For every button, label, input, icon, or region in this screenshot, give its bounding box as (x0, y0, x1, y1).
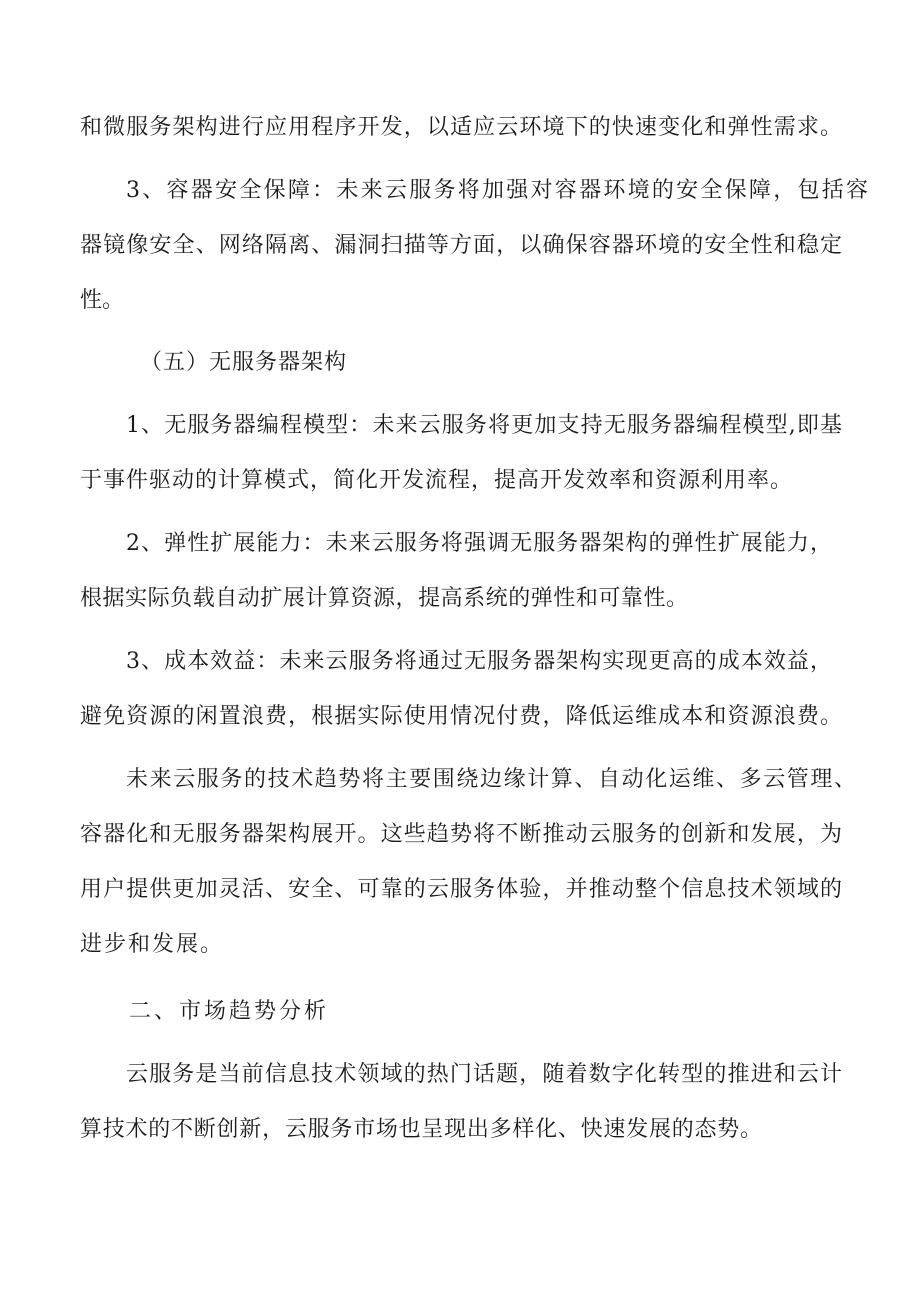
paragraph-line: 器镜像安全、网络隔离、漏洞扫描等方面，以确保容器环境的安全性和稳定 (80, 233, 842, 258)
section-heading: 二、市场趋势分析 (129, 999, 330, 1024)
paragraph-line: 云服务是当前信息技术领域的热门话题，随着数字化转型的推进和云计 (126, 1062, 842, 1087)
section-heading: （五）无服务器架构 (140, 350, 348, 375)
paragraph-line: 未来云服务的技术趋势将主要围绕边缘计算、自动化运维、多云管理、 (126, 767, 856, 792)
paragraph-line: 根据实际负载自动扩展计算资源，提高系统的弹性和可靠性。 (80, 586, 688, 611)
paragraph-line: 于事件驱动的计算模式，简化开发流程，提高开发效率和资源利用率。 (80, 468, 792, 493)
paragraph-line: 进步和发展。 (80, 932, 225, 957)
paragraph-line: 用户提供更加灵活、安全、可靠的云服务体验，并推动整个信息技术领域的 (80, 877, 842, 902)
paragraph-line: 容器化和无服务器架构展开。这些趋势将不断推动云服务的创新和发展，为 (80, 822, 842, 847)
paragraph-line: 2、弹性扩展能力：未来云服务将强调无服务器架构的弹性扩展能力， (126, 531, 832, 556)
paragraph-line: 3、容器安全保障：未来云服务将加强对容器环境的安全保障，包括容 (126, 178, 868, 203)
paragraph-line: 算技术的不断创新，云服务市场也呈现出多样化、快速发展的态势。 (80, 1117, 762, 1142)
paragraph-line: 3、成本效益：未来云服务将通过无服务器架构实现更高的成本效益， (126, 649, 832, 674)
paragraph-line: 避免资源的闲置浪费，根据实际使用情况付费，降低运维成本和资源浪费。 (80, 704, 842, 729)
paragraph-line: 和微服务架构进行应用程序开发，以适应云环境下的快速变化和弹性需求。 (80, 115, 842, 140)
paragraph-line: 性。 (80, 288, 125, 313)
paragraph-line: 1、无服务器编程模型：未来云服务将更加支持无服务器编程模型,即基 (126, 413, 842, 438)
